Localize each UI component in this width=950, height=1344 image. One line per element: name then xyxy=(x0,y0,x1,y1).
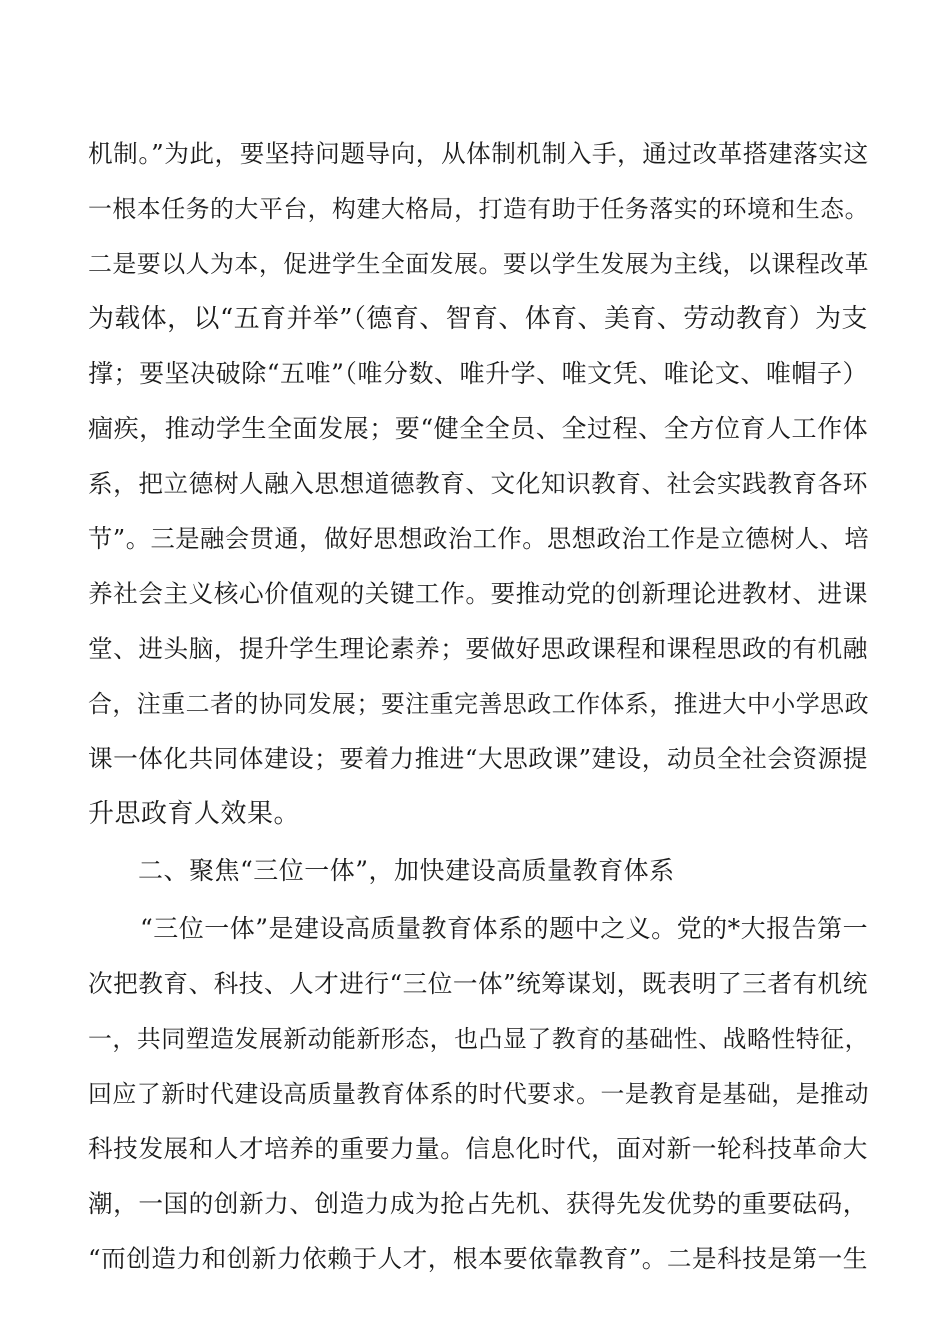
text-line: 系，把立德树人融入思想道德教育、文化知识教育、社会实践教育各环 xyxy=(88,469,868,498)
text-line: 机制。”为此，要坚持问题导向，从体制机制入手，通过改革搭建落实这 xyxy=(88,139,869,168)
text-line: 二是要以人为本，促进学生全面发展。要以学生发展为主线，以课程改革 xyxy=(88,250,869,278)
text-line: 痼疾，推动学生全面发展；要“健全全员、全过程、全方位育人工作体 xyxy=(88,414,869,443)
text-line: 科技发展和人才培养的重要力量。信息化时代，面对新一轮科技革命大 xyxy=(88,1134,868,1163)
text-line: “而创造力和创新力依赖于人才，根本要依靠教育”。二是科技是第一生 xyxy=(88,1244,868,1273)
text-line: 节”。三是融会贯通，做好思想政治工作。思想政治工作是立德树人、培 xyxy=(88,524,870,553)
text-line: 回应了新时代建设高质量教育体系的时代要求。一是教育是基础，是推动 xyxy=(88,1080,869,1108)
text-line: 课一体化共同体建设；要着力推进“大思政课”建设，动员全社会资源提 xyxy=(88,744,868,773)
text-line: 为载体，以“五育并举”（德育、智育、体育、美育、劳动教育）为支 xyxy=(88,304,868,334)
text-line: 一根本任务的大平台，构建大格局，打造有助于任务落实的环境和生态。 xyxy=(88,195,869,223)
text-line: 撑；要坚决破除“五唯”（唯分数、唯升学、唯文凭、唯论文、唯帽子） xyxy=(88,359,869,388)
section-heading: 二、聚焦“三位一体”，加快建设高质量教育体系 xyxy=(138,856,675,885)
text-line: 潮，一国的创新力、创造力成为抢占先机、获得先发优势的重要砝码， xyxy=(88,1189,868,1218)
text-line: 合，注重二者的协同发展；要注重完善思政工作体系，推进大中小学思政 xyxy=(88,690,869,718)
text-line: 次把教育、科技、人才进行“三位一体”统筹谋划，既表明了三者有机统 xyxy=(88,969,868,998)
text-line: “三位一体”是建设高质量教育体系的题中之义。党的*大报告第一 xyxy=(140,914,869,943)
text-line: 堂、进头脑，提升学生理论素养；要做好思政课程和课程思政的有机融 xyxy=(88,634,868,663)
text-line: 养社会主义核心价值观的关键工作。要推动党的创新理论进教材、进课 xyxy=(88,579,868,608)
text-line: 一，共同塑造发展新动能新形态，也凸显了教育的基础性、战略性特征， xyxy=(88,1025,869,1053)
text-line: 升思政育人效果。 xyxy=(88,799,301,829)
